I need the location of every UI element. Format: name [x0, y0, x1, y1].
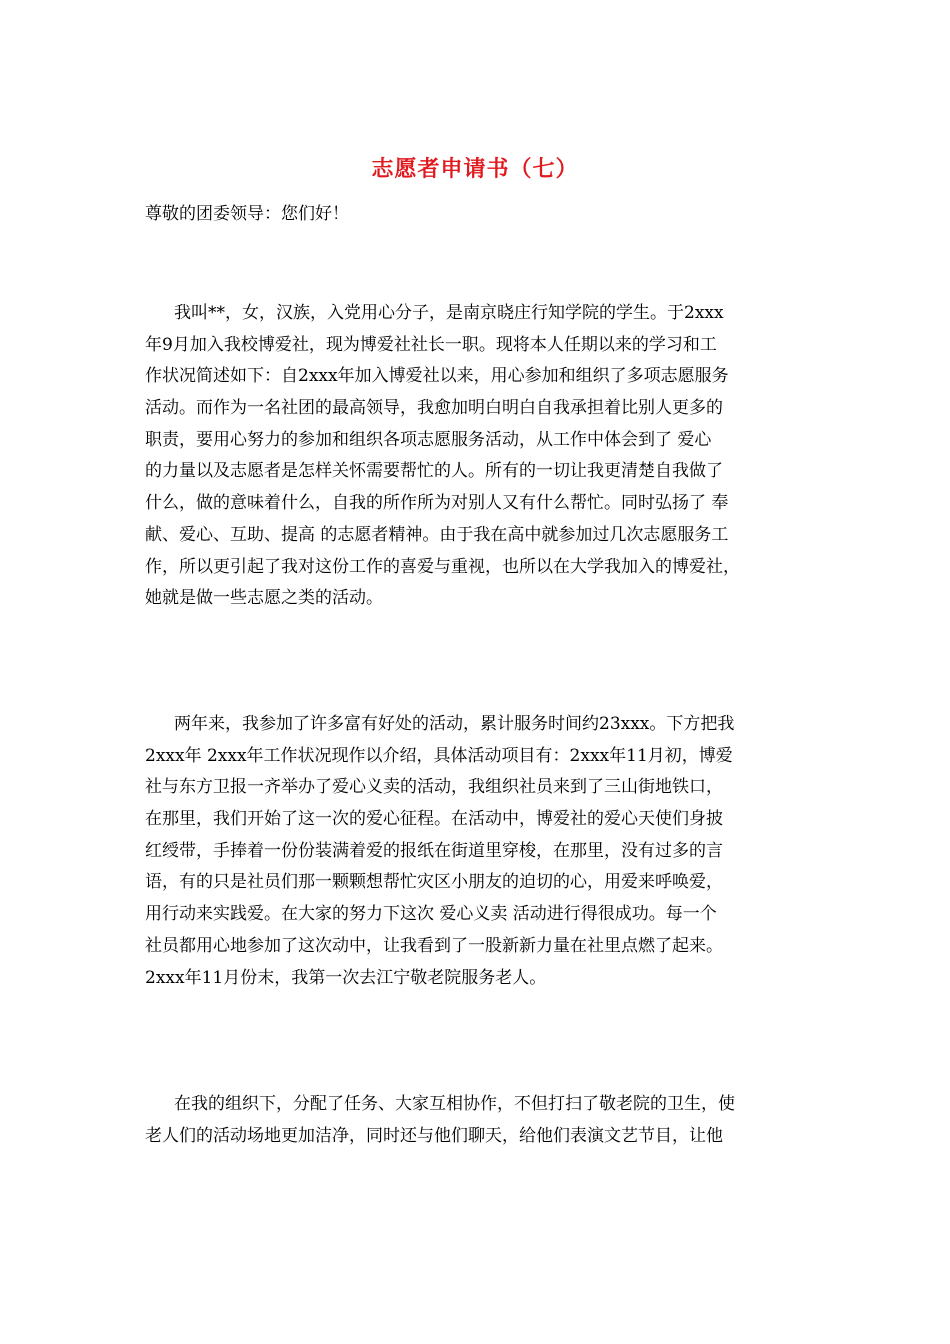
paragraph-line: 语，有的只是社员们那一颗颗想帮忙灾区小朋友的迫切的心，用爱来呼唤爱， [145, 872, 723, 893]
paragraph-line: 老人们的活动场地更加洁净，同时还与他们聊天，给他们表演文艺节目，让他 [145, 1125, 723, 1146]
paragraph-line: 年9月加入我校博爱社，现为博爱社社长一职。现将本人任期以来的学习和工 [145, 334, 717, 355]
paragraph-1 [145, 298, 807, 615]
document-title: 志愿者申请书（七） [371, 156, 579, 182]
paragraph-line: 在那里，我们开始了这一次的爱心征程。在活动中，博爱社的爱心天使们身披 [145, 809, 723, 830]
paragraph-line: 2xxx年 2xxx年工作状况现作以介绍，具体活动项目有：2xxx年11月初，博爱 [145, 745, 733, 766]
paragraph-line: 献、爱心、互助、提高 的志愿者精神。由于我在高中就参加过几次志愿服务工 [145, 524, 729, 545]
salutation: 尊敬的团委领导：您们好！ [145, 204, 349, 224]
paragraph-line: 社与东方卫报一齐举办了爱心义卖的活动，我组织社员来到了三山街地铁口， [145, 777, 723, 798]
paragraph-line: 职责，要用心努力的参加和组织各项志愿服务活动，从工作中体会到了 爱心 [145, 429, 712, 450]
paragraph-2 [145, 709, 807, 994]
paragraph-line: 她就是做一些志愿之类的活动。 [145, 588, 383, 609]
paragraph-3 [145, 1089, 807, 1152]
paragraph-line: 作状况简述如下：自2xxx年加入博爱社以来，用心参加和组织了多项志愿服务 [145, 366, 729, 387]
paragraph-line: 在我的组织下，分配了任务、大家互相协作，不但打扫了敬老院的卫生，使 [174, 1094, 735, 1114]
paragraph-line: 社员都用心地参加了这次动中，让我看到了一股新新力量在社里点燃了起来。 [145, 935, 723, 956]
paragraph-line: 的力量以及志愿者是怎样关怀需要帮忙的人。所有的一切让我更清楚自我做了 [145, 461, 723, 482]
paragraph-line: 2xxx年11月份末，我第一次去江宁敬老院服务老人。 [145, 967, 547, 988]
paragraph-line: 两年来，我参加了许多富有好处的活动，累计服务时间约23xxx。下方把我 [174, 714, 735, 734]
paragraph-line: 我叫**，女，汉族，入党用心分子，是南京晓庄行知学院的学生。于2xxx [174, 303, 724, 323]
paragraph-line: 什么，做的意味着什么，自我的所作所为对别人又有什么帮忙。同时弘扬了 奉 [145, 493, 729, 514]
paragraph-line: 用行动来实践爱。在大家的努力下这次 爱心义卖 活动进行得很成功。每一个 [145, 904, 717, 925]
paragraph-line: 红绶带，手捧着一份份装满着爱的报纸在街道里穿梭，在那里，没有过多的言 [145, 840, 723, 861]
paragraph-line: 活动。而作为一名社团的最高领导，我愈加明白明白自我承担着比别人更多的 [145, 398, 723, 419]
paragraph-line: 作，所以更引起了我对这份工作的喜爱与重视，也所以在大学我加入的博爱社， [145, 556, 740, 577]
